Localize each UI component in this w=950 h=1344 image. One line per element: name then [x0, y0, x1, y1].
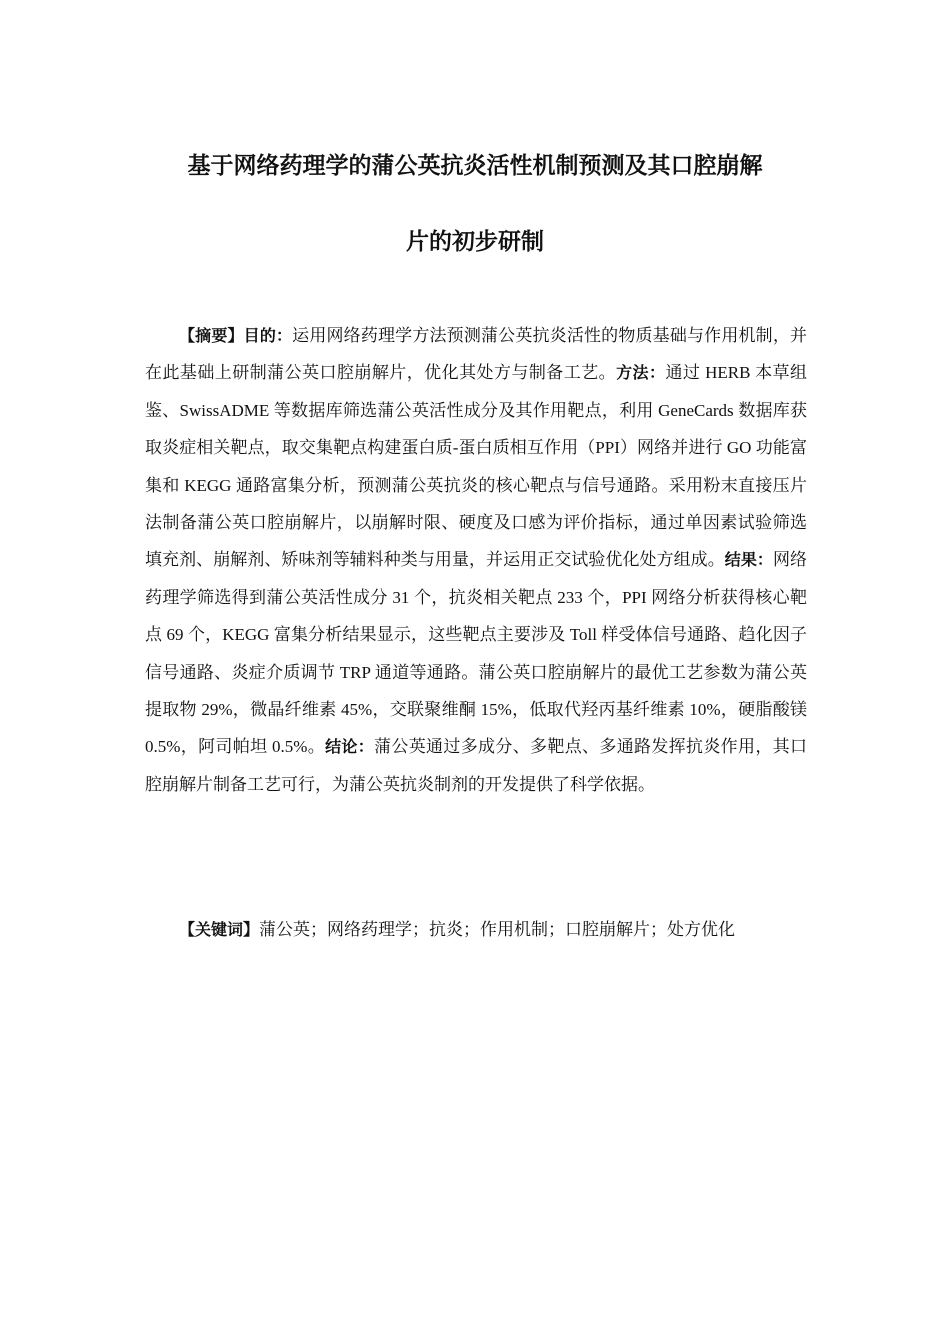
conclusion-label: 结论：	[325, 737, 375, 757]
keywords-text: 蒲公英；网络药理学；抗炎；作用机制；口腔崩解片；处方优化	[259, 920, 736, 939]
methods-label: 方法：	[616, 363, 666, 383]
abstract-label: 【摘要】	[179, 326, 244, 345]
conclusion-text: 蒲公英通过多成分、多靶点、多通路发挥抗炎作用，其口腔崩解片制备工艺可行，为蒲公英抗炎制剂的开发提供了科学依据。	[145, 737, 807, 794]
abstract-paragraph	[145, 317, 807, 803]
paper-title-line-2: 片的初步研制	[406, 229, 544, 255]
results-text: 网络药理学筛选得到蒲公英活性成分 31 个，抗炎相关靶点 233 个，PPI 网络分析获得核心靶点 69 个，KEGG 富集分析结果显示，这些靶点主要涉及 Toll 样受体信号通路、趋化因子信号通路、炎症介质调节 TRP 通道等通路。蒲公英口腔崩解片的最优工艺参数为蒲公英提取物 29%，微晶纤维素 45%，交联聚维酮 15%，低取代羟丙基纤维素 10%，硬脂酸镁 0.5%，阿司帕坦 0.5%。	[145, 550, 808, 757]
keywords-paragraph	[145, 911, 807, 948]
results-label: 结果：	[724, 550, 773, 570]
keywords-label: 【关键词】	[179, 920, 260, 939]
purpose-text: 运用网络药理学方法预测蒲公英抗炎活性的物质基础与作用机制，并在此基础上研制蒲公英口腔崩解片，优化其处方与制备工艺。	[145, 326, 807, 383]
paper-title-line-1: 基于网络药理学的蒲公英抗炎活性机制预测及其口腔崩解	[187, 153, 763, 179]
methods-text: 通过 HERB 本草组鉴、SwissADME 等数据库筛选蒲公英活性成分及其作用靶点，利用 GeneCards 数据库获取炎症相关靶点，取交集靶点构建蛋白质-蛋白质相互作用（PPI）网络并进行 GO 功能富集和 KEGG 通路富集分析，预测蒲公英抗炎的核心靶点与信号通路。采用粉末直接压片法制备蒲公英口腔崩解片，以崩解时限、硬度及口感为评价指标，通过单因素试验筛选填充剂、崩解剂、矫味剂等辅料种类与用量，并运用正交试验优化处方组成。	[145, 363, 807, 570]
paper-title	[120, 148, 830, 260]
purpose-label: 目的：	[243, 326, 293, 345]
